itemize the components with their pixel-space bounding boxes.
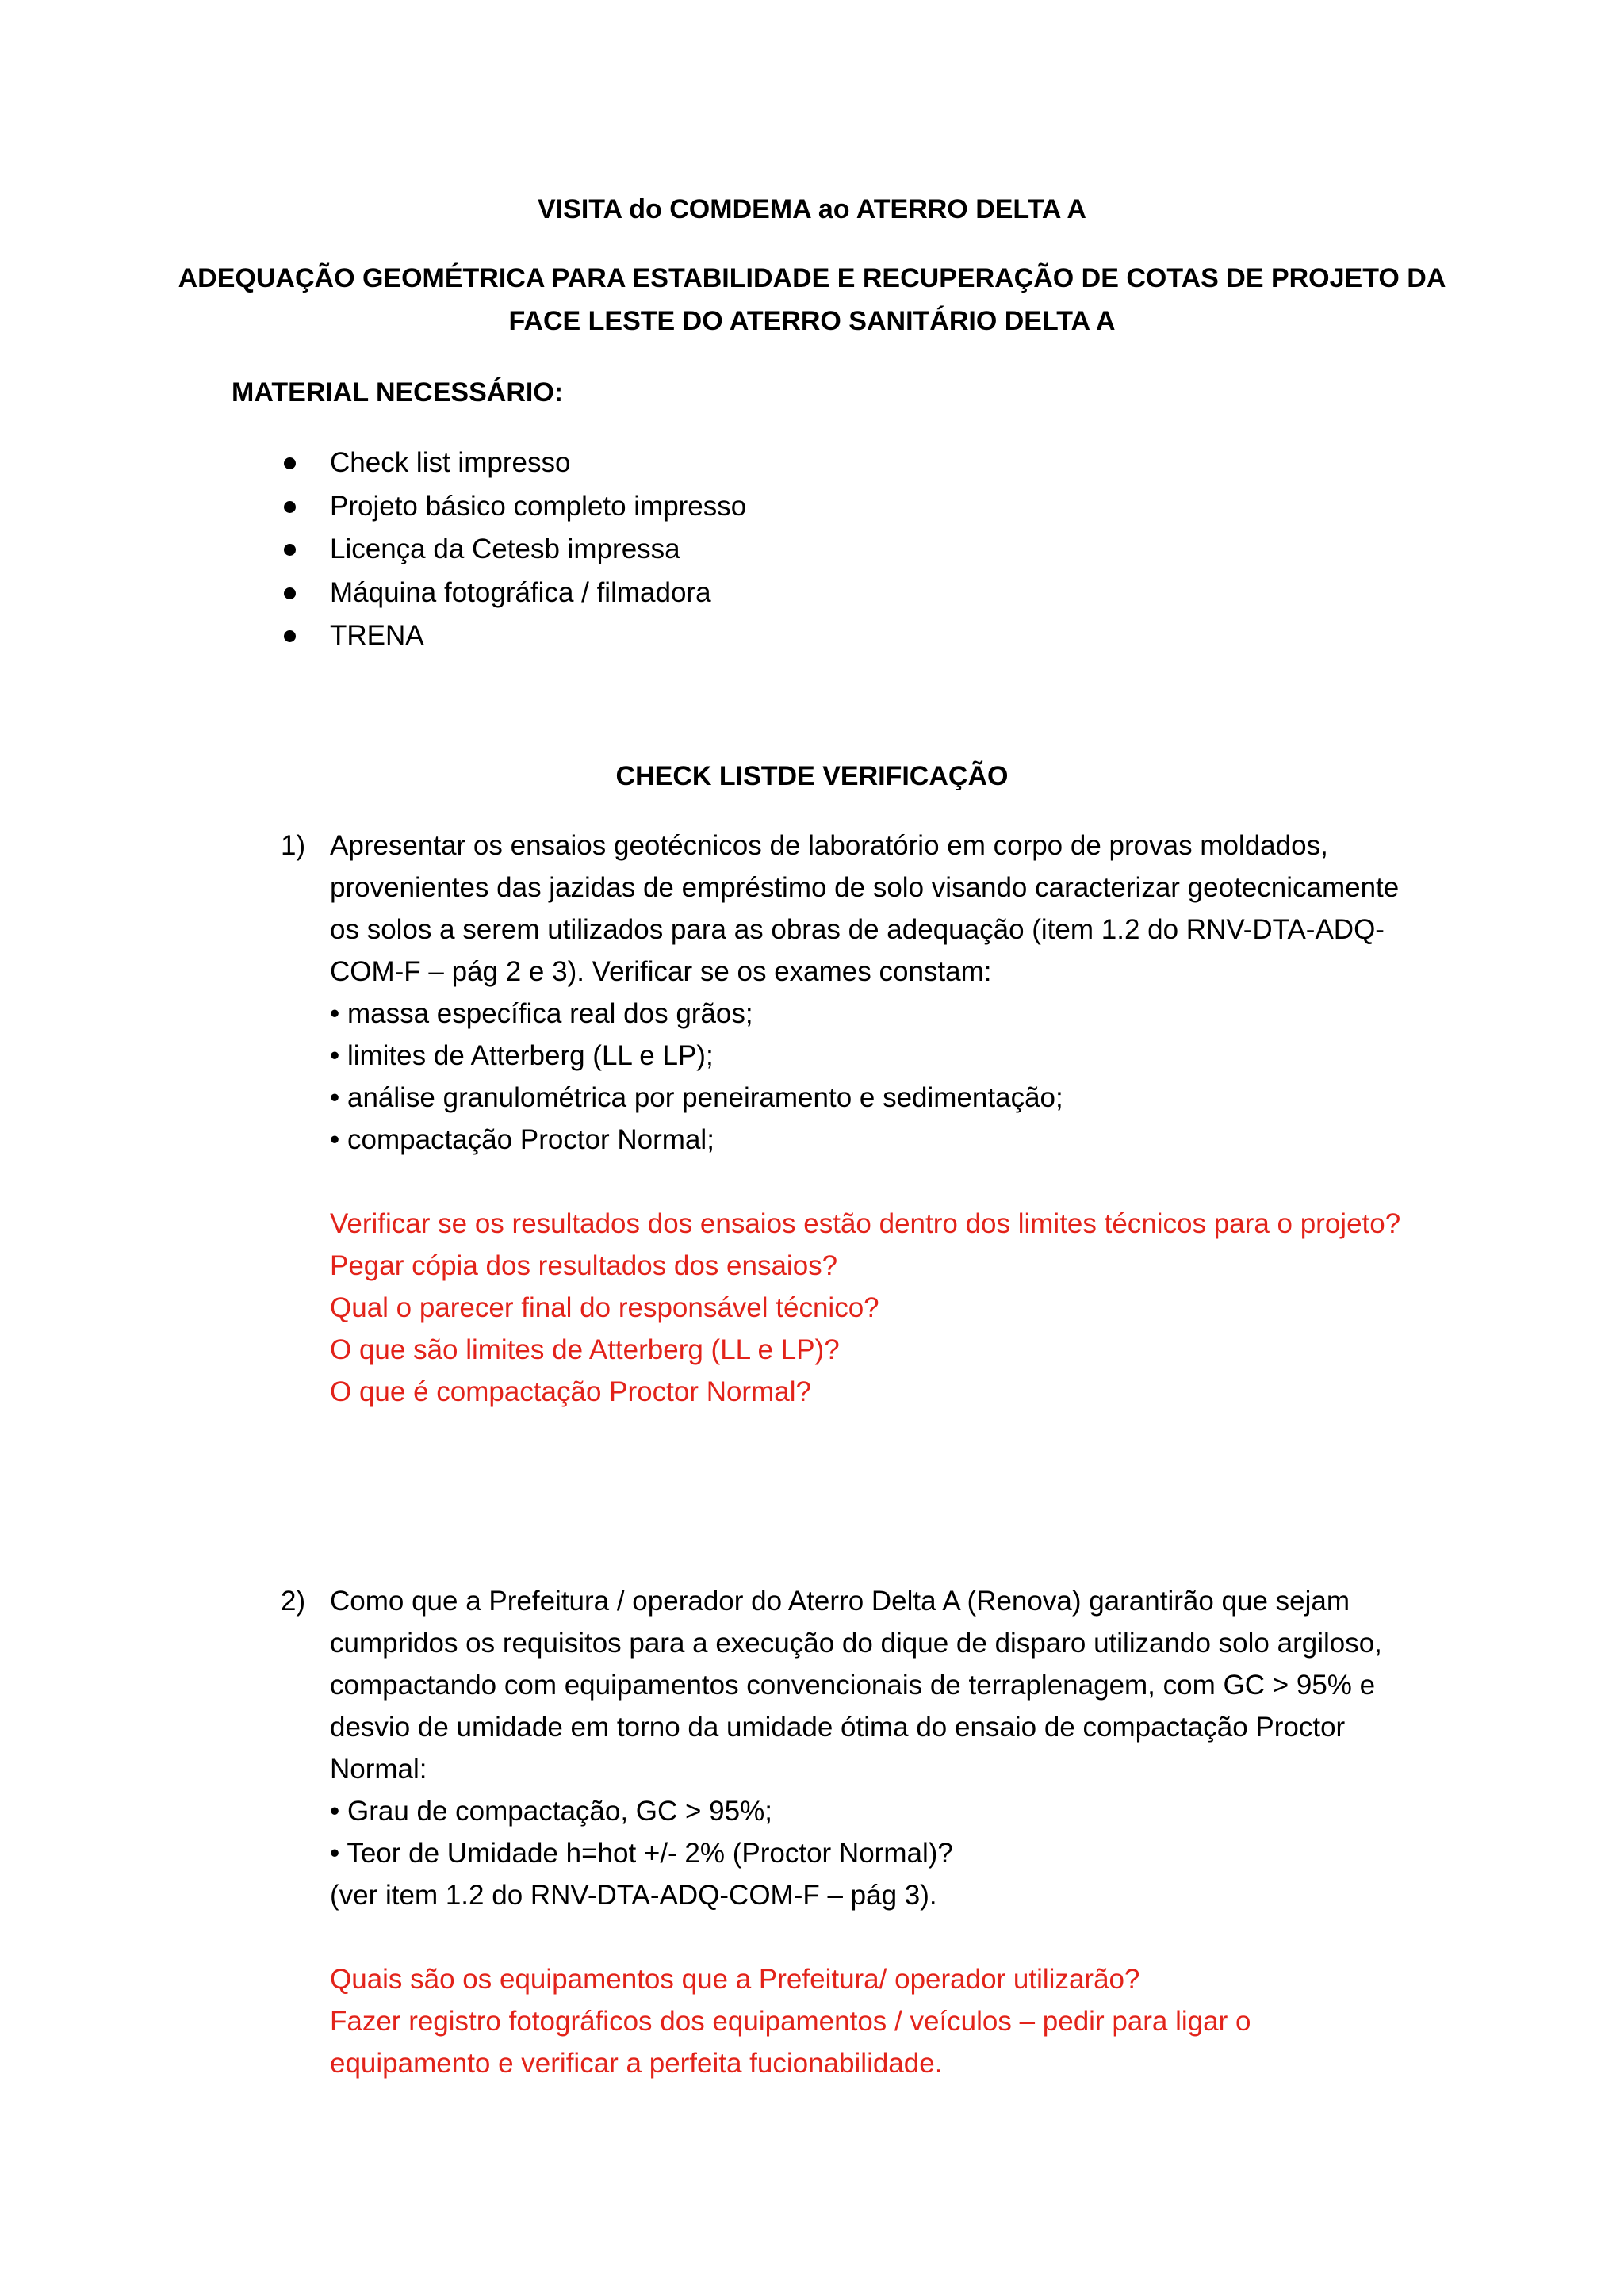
question-line: Pegar cópia dos resultados dos ensaios? — [330, 1250, 838, 1281]
item-body-line: COM-F – pág 2 e 3). Verificar se os exames constam: — [330, 956, 992, 987]
list-item — [0, 442, 1624, 485]
list-item-text: Projeto básico completo impresso — [330, 490, 747, 522]
question-line: Fazer registro fotográficos dos equipamentos / veículos – pedir para ligar o — [330, 2006, 1251, 2037]
item-content — [330, 825, 1408, 1413]
question-line: Quais são os equipamentos que a Prefeitura/ operador utilizarão? — [330, 1964, 1140, 1995]
material-section-label: MATERIAL NECESSÁRIO: — [232, 377, 564, 408]
item-body-line: • análise granulométrica por peneiramento e sedimentação; — [330, 1082, 1063, 1113]
list-item — [0, 528, 1624, 572]
checklist-title: CHECK LISTDE VERIFICAÇÃO — [615, 761, 1009, 791]
question-line: O que são limites de Atterberg (LL e LP)? — [330, 1334, 840, 1365]
list-item — [0, 572, 1624, 615]
item-number: 2) — [281, 1586, 306, 1617]
item-body-line: • Grau de compactação, GC > 95%; — [330, 1796, 772, 1827]
item-body-line: os solos a serem utilizados para as obras de adequação (item 1.2 do RNV-DTA-ADQ- — [330, 914, 1385, 945]
list-item-text: Máquina fotográfica / filmadora — [330, 576, 711, 608]
bullet-icon — [284, 544, 296, 556]
item-body-line: • Teor de Umidade h=hot +/- 2% (Proctor Normal)? — [330, 1838, 953, 1869]
question-line: equipamento e verificar a perfeita fucionabilidade. — [330, 2048, 943, 2079]
spacer — [330, 1916, 1408, 1958]
item-body-line: • compactação Proctor Normal; — [330, 1124, 714, 1155]
document-title: VISITA do COMDEMA ao ATERRO DELTA A — [538, 194, 1086, 224]
material-list — [0, 442, 1624, 658]
list-item-text: TRENA — [330, 620, 424, 651]
question-line: Qual o parecer final do responsável técnico? — [330, 1292, 879, 1323]
item-body-line: Como que a Prefeitura / operador do Aterro Delta A (Renova) garantirão que sejam — [330, 1586, 1350, 1617]
item-body-line: cumpridos os requisitos para a execução do dique de disparo utilizando solo argiloso, — [330, 1628, 1382, 1659]
bullet-icon — [284, 457, 296, 469]
bullet-icon — [284, 501, 296, 513]
question-line: Verificar se os resultados dos ensaios estão dentro dos limites técnicos para o projeto? — [330, 1208, 1401, 1239]
item-body-line: Apresentar os ensaios geotécnicos de laboratório em corpo de provas moldados, — [330, 830, 1328, 861]
question-line: O que é compactação Proctor Normal? — [330, 1376, 811, 1407]
subtitle-line-2: FACE LESTE DO ATERRO SANITÁRIO DELTA A — [508, 306, 1116, 336]
bullet-icon — [284, 587, 296, 599]
item-body-line: • massa específica real dos grãos; — [330, 998, 753, 1029]
item-body-line: (ver item 1.2 do RNV-DTA-ADQ-COM-F – pág 3). — [330, 1880, 937, 1911]
item-content — [330, 1580, 1408, 2084]
list-item — [0, 614, 1624, 658]
item-number: 1) — [281, 830, 306, 861]
bullet-icon — [284, 630, 296, 642]
item-body-line: provenientes das jazidas de empréstimo de solo visando caracterizar geotecnicamente — [330, 872, 1400, 903]
item-body-line: Normal: — [330, 1754, 427, 1785]
subtitle-line-1: ADEQUAÇÃO GEOMÉTRICA PARA ESTABILIDADE E RECUPERAÇÃO DE COTAS DE PROJETO DA — [178, 263, 1446, 293]
list-item-text: Check list impresso — [330, 447, 571, 478]
list-item-text: Licença da Cetesb impressa — [330, 534, 680, 564]
item-body-line: compactando com equipamentos convencionais de terraplenagem, com GC > 95% e — [330, 1670, 1376, 1701]
list-item — [0, 485, 1624, 529]
spacer — [330, 1161, 1408, 1203]
item-body-line: • limites de Atterberg (LL e LP); — [330, 1040, 714, 1071]
item-body-line: desvio de umidade em torno da umidade ótima do ensaio de compactação Proctor — [330, 1712, 1346, 1743]
document-subtitle — [0, 257, 1624, 342]
